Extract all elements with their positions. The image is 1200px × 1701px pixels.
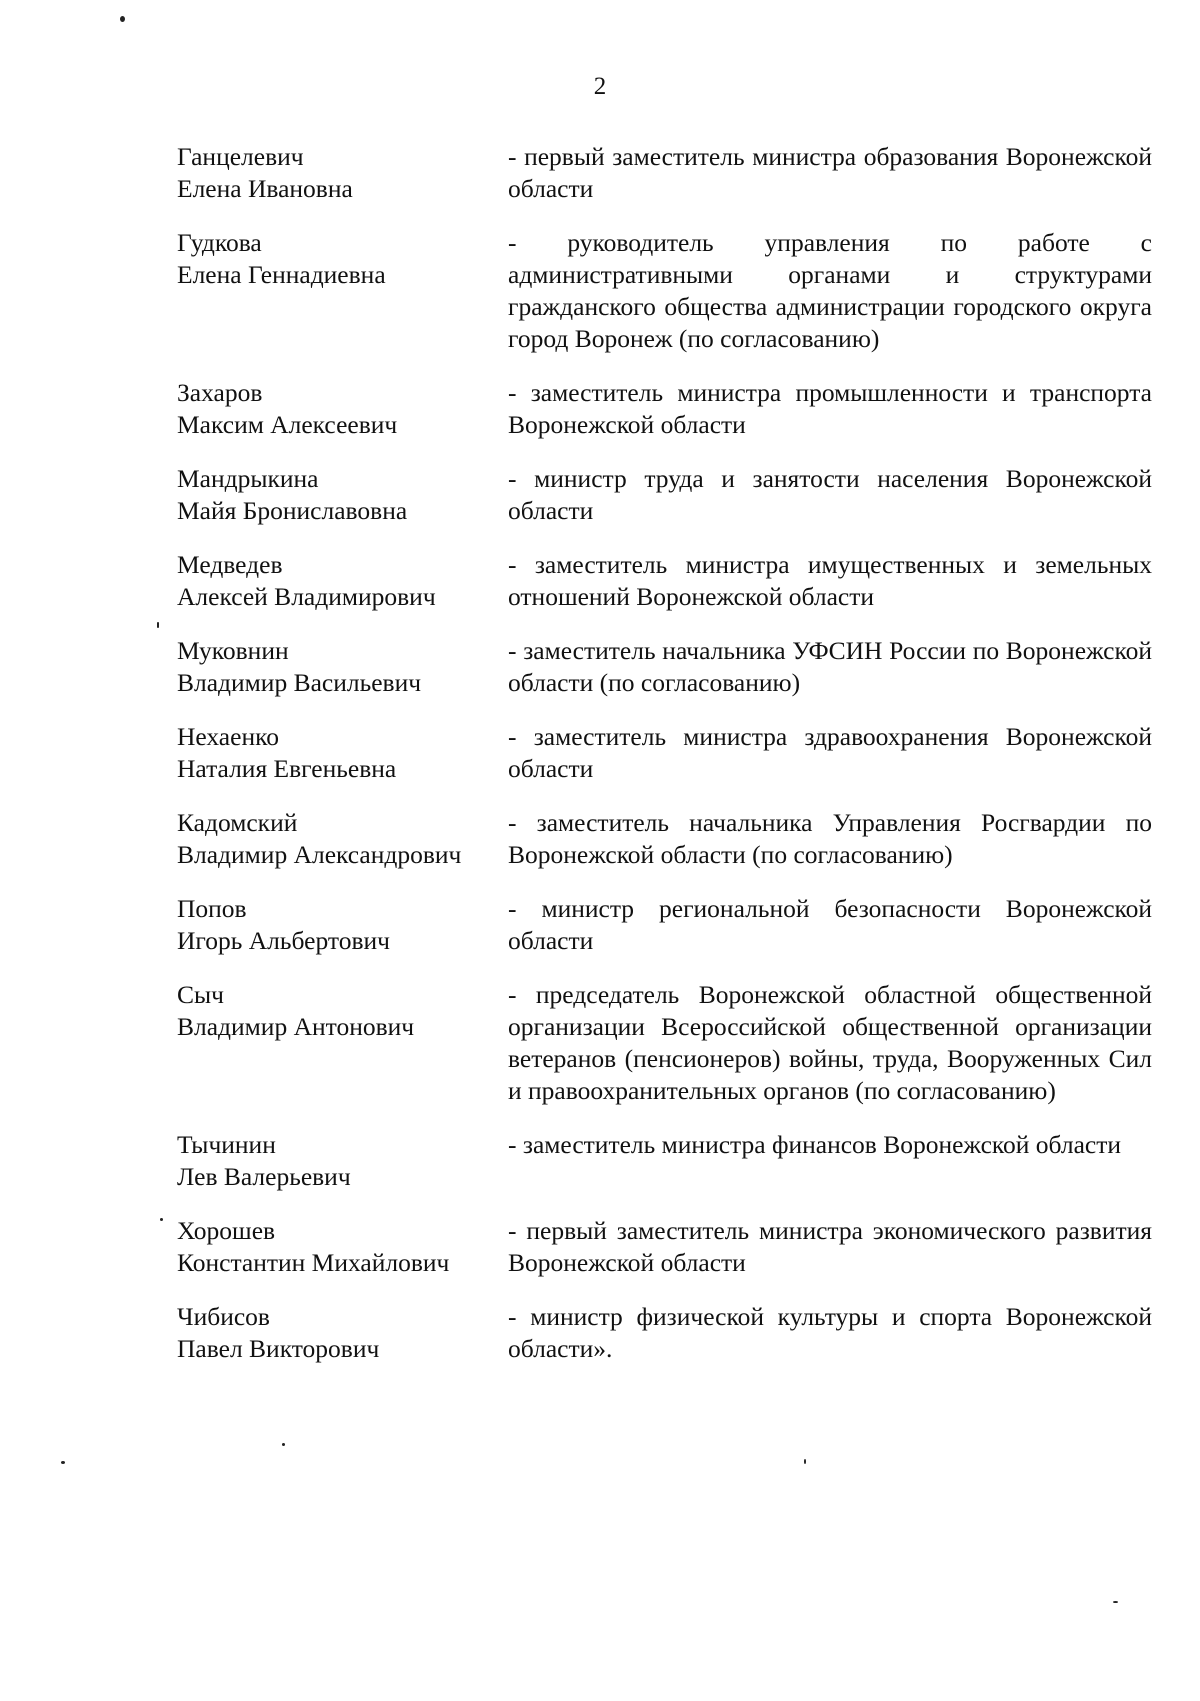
member-given-names: Елена Геннадиевна <box>177 260 386 289</box>
member-name <box>177 635 508 699</box>
member-surname: Кадомский <box>177 808 298 837</box>
member-surname: Попов <box>177 894 247 923</box>
member-given-names: Майя Брониславовна <box>177 496 408 525</box>
list-item <box>177 141 1152 205</box>
member-position: - заместитель начальника УФСИН России по Воронежской области (по согласованию) <box>508 636 1152 697</box>
member-name <box>177 227 508 355</box>
member-given-names: Владимир Васильевич <box>177 668 422 697</box>
list-item <box>177 227 1152 355</box>
scan-speck <box>160 1218 163 1221</box>
list-item <box>177 721 1152 785</box>
member-given-names: Константин Михайлович <box>177 1248 450 1277</box>
list-item <box>177 1215 1152 1279</box>
member-surname: Медведев <box>177 550 283 579</box>
scan-speck <box>1113 1601 1118 1603</box>
list-item <box>177 635 1152 699</box>
list-item <box>177 377 1152 441</box>
member-name <box>177 721 508 785</box>
list-item <box>177 549 1152 613</box>
member-name <box>177 1215 508 1279</box>
member-surname: Ганцелевич <box>177 142 304 171</box>
member-position: - министр физической культуры и спорта Воронежской области». <box>508 1302 1152 1363</box>
member-given-names: Елена Ивановна <box>177 174 353 203</box>
member-position: - заместитель министра финансов Воронежской области <box>508 1130 1122 1159</box>
member-name <box>177 893 508 957</box>
list-item <box>177 979 1152 1107</box>
member-surname: Хорошев <box>177 1216 276 1245</box>
member-given-names: Владимир Александрович <box>177 840 462 869</box>
member-position: - министр региональной безопасности Воронежской области <box>508 894 1152 955</box>
scan-speck <box>61 1461 65 1464</box>
member-name <box>177 549 508 613</box>
member-given-names: Игорь Альбертович <box>177 926 390 955</box>
page-number: 2 <box>593 73 607 100</box>
member-given-names: Павел Викторович <box>177 1334 380 1363</box>
member-surname: Гудкова <box>177 228 262 257</box>
member-surname: Захаров <box>177 378 263 407</box>
member-name <box>177 1129 508 1193</box>
member-position: - заместитель министра здравоохранения Воронежской области <box>508 722 1152 783</box>
member-position: - министр труда и занятости населения Воронежской области <box>508 464 1152 525</box>
member-surname: Чибисов <box>177 1302 270 1331</box>
member-position: - первый заместитель министра экономического развития Воронежской области <box>508 1216 1152 1277</box>
scan-speck <box>804 1459 806 1464</box>
member-position: - заместитель начальника Управления Росгвардии по Воронежской области (по согласованию) <box>508 808 1152 869</box>
member-name <box>177 807 508 871</box>
list-item <box>177 1301 1152 1365</box>
member-given-names: Наталия Евгеньевна <box>177 754 397 783</box>
member-name <box>177 141 508 205</box>
member-given-names: Алексей Владимирович <box>177 582 436 611</box>
member-position: - председатель Воронежской областной общественной организации Всероссийской общественной организации ветеранов (пенсионеров) войны, труда, Вооруженных Сил и правоохранительных органов (по согласованию) <box>508 980 1152 1105</box>
member-position: - первый заместитель министра образования Воронежской области <box>508 142 1152 203</box>
member-name <box>177 1301 508 1365</box>
list-item <box>177 807 1152 871</box>
member-name <box>177 979 508 1107</box>
member-given-names: Максим Алексеевич <box>177 410 398 439</box>
member-name <box>177 377 508 441</box>
member-surname: Тычинин <box>177 1130 276 1159</box>
member-given-names: Владимир Антонович <box>177 1012 415 1041</box>
scan-speck <box>157 622 159 628</box>
member-given-names: Лев Валерьевич <box>177 1162 351 1191</box>
list-item <box>177 1129 1152 1193</box>
member-surname: Мандрыкина <box>177 464 319 493</box>
scan-speck <box>282 1443 285 1446</box>
member-position: - заместитель министра имущественных и земельных отношений Воронежской области <box>508 550 1152 611</box>
scan-speck <box>120 16 125 22</box>
member-surname: Сыч <box>177 980 224 1009</box>
member-position: - заместитель министра промышленности и транспорта Воронежской области <box>508 378 1152 439</box>
member-name <box>177 463 508 527</box>
member-list <box>177 141 1152 1387</box>
list-item <box>177 893 1152 957</box>
member-surname: Нехаенко <box>177 722 279 751</box>
member-position: - руководитель управления по работе с административными органами и структурами гражданского общества администрации городского округа город Воронеж (по согласованию) <box>508 228 1152 353</box>
list-item <box>177 463 1152 527</box>
member-surname: Муковнин <box>177 636 289 665</box>
